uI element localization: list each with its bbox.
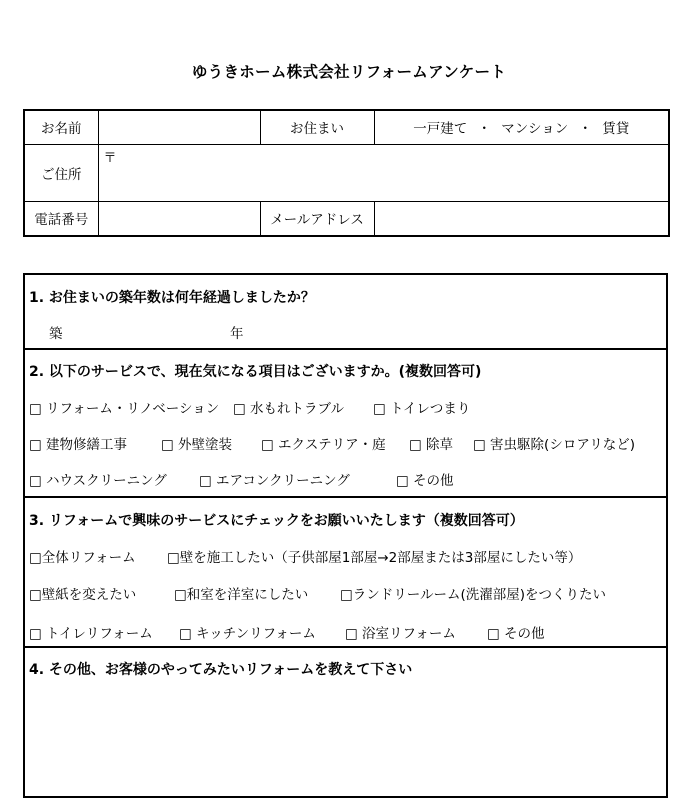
q2-option[interactable]: □ 建物修繕工事 — [29, 437, 128, 453]
q3-option[interactable]: □壁を施工したい（子供部屋1部屋→2部屋または3部屋にしたい等） — [167, 550, 582, 566]
q2-option-row — [29, 397, 470, 417]
name-label: お名前 — [24, 110, 98, 144]
q3-option[interactable]: □ その他 — [487, 626, 545, 642]
q3-option[interactable]: □壁紙を変えたい — [29, 587, 137, 603]
q3-option[interactable]: □ トイレリフォーム — [29, 626, 153, 642]
q2-option[interactable]: □ ハウスクリーニング — [29, 473, 167, 489]
residence-options[interactable]: 一戸建て ・ マンション ・ 賃貸 — [374, 110, 669, 144]
phone-label: 電話番号 — [24, 201, 98, 236]
q2-option-row — [29, 433, 635, 453]
question-1-section — [25, 275, 666, 348]
question-3-text: 3. リフォームで興味のサービスにチェックをお願いいたします（複数回答可） — [29, 513, 524, 529]
built-label: 築 — [49, 326, 63, 342]
q3-option[interactable]: □ランドリールーム(洗濯部屋)をつくりたい — [340, 587, 607, 603]
postal-mark: 〒 — [103, 150, 117, 166]
q2-option[interactable]: □ トイレつまり — [373, 401, 471, 417]
q2-option-row — [29, 469, 454, 489]
q2-option[interactable]: □ 害虫駆除(シロアリなど) — [473, 437, 636, 453]
question-2-text: 2. 以下のサービスで、現在気になる項目はございますか。(複数回答可) — [29, 364, 482, 380]
page-title: ゆうきホーム株式会社リフォームアンケート — [191, 63, 507, 81]
q3-option[interactable]: □ 浴室リフォーム — [345, 626, 456, 642]
residence-label: お住まい — [260, 110, 374, 144]
free-answer-area[interactable] — [25, 684, 666, 794]
q3-option-row — [29, 622, 545, 642]
email-field[interactable] — [374, 201, 669, 236]
question-4-section — [25, 646, 666, 798]
question-2-section — [25, 348, 666, 498]
q2-option[interactable]: □ 水もれトラブル — [233, 401, 345, 417]
address-label: ご住所 — [24, 144, 98, 201]
q2-option[interactable]: □ 除草 — [409, 437, 454, 453]
question-1-text: 1. お住まいの築年数は何年経過しましたか？ — [29, 290, 315, 306]
q3-option[interactable]: □全体リフォーム — [29, 550, 136, 566]
q2-option[interactable]: □ リフォーム・リノベーション — [29, 401, 220, 417]
question-3-section — [25, 496, 666, 648]
q3-option-row — [29, 546, 581, 566]
email-label: メールアドレス — [260, 201, 374, 236]
q3-option-row — [29, 583, 606, 603]
phone-field[interactable] — [98, 201, 260, 236]
q2-option[interactable]: □ その他 — [396, 473, 454, 489]
question-4-text: 4. その他、お客様のやってみたいリフォームを教えて下さい — [29, 662, 413, 678]
q3-option[interactable]: □和室を洋室にしたい — [174, 587, 309, 603]
name-field[interactable] — [98, 110, 260, 144]
contact-info-table — [23, 109, 670, 237]
year-label: 年 — [230, 326, 244, 342]
address-field[interactable] — [98, 144, 669, 201]
survey-box — [23, 273, 668, 798]
q2-option[interactable]: □ 外壁塗装 — [161, 437, 233, 453]
q2-option[interactable]: □ エアコンクリーニング — [199, 473, 350, 489]
q3-option[interactable]: □ キッチンリフォーム — [179, 626, 316, 642]
q2-option[interactable]: □ エクステリア・庭 — [261, 437, 386, 453]
